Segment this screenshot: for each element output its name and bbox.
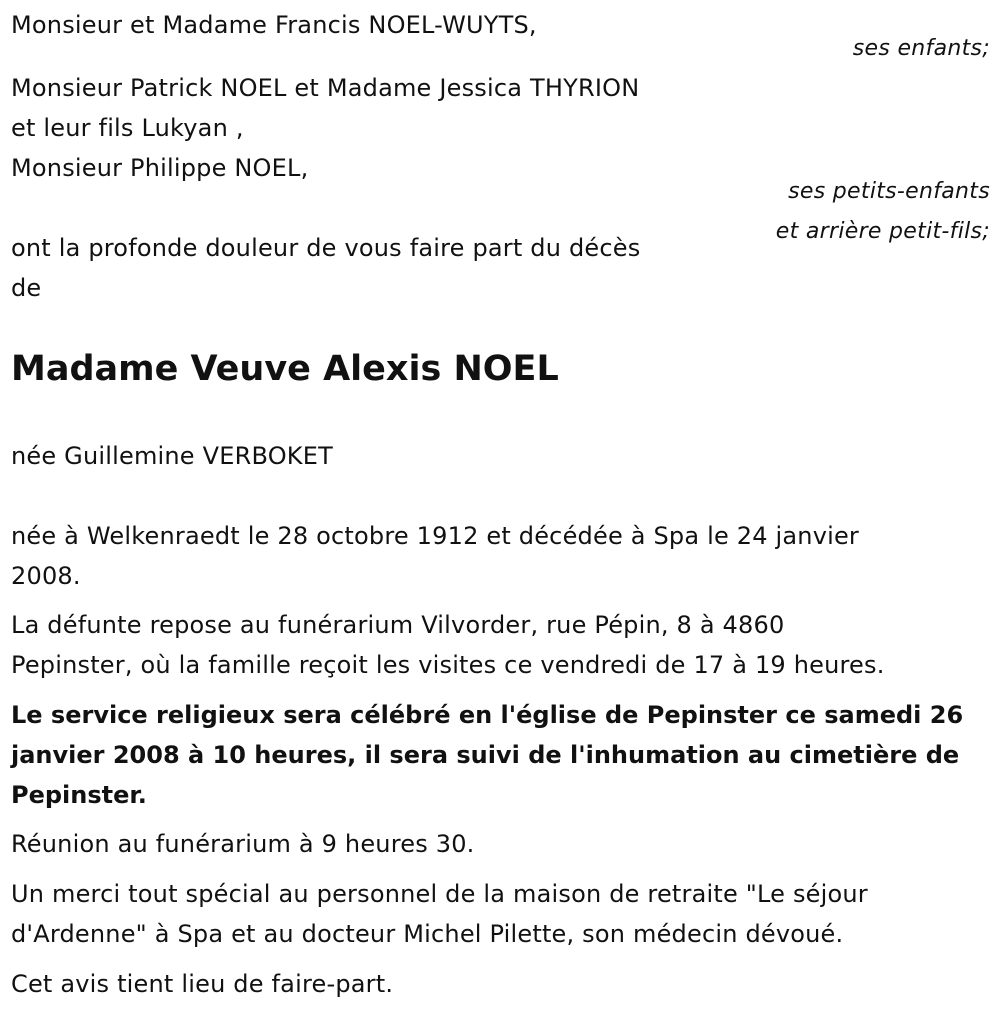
- repose-line-1: La défunte repose au funérarium Vilvorder, rue Pépin, 8 à 4860: [11, 611, 785, 639]
- service-line-2: janvier 2008 à 10 heures, il sera suivi de l'inhumation au cimetière de: [11, 741, 960, 769]
- maiden-name: née Guillemine VERBOKET: [11, 442, 333, 470]
- dates-line-1: née à Welkenraedt le 28 octobre 1912 et décédée à Spa le 24 janvier: [11, 522, 859, 550]
- grandchildren-line-1: Monsieur Patrick NOEL et Madame Jessica THYRION: [11, 74, 640, 102]
- closing-line: Cet avis tient lieu de faire-part.: [11, 970, 394, 998]
- thanks-line-1: Un merci tout spécial au personnel de la maison de retraite "Le séjour: [11, 880, 868, 908]
- grandchildren-role-2: et arrière petit-fils;: [775, 219, 990, 244]
- dates-line-2: 2008.: [11, 562, 81, 590]
- grandchildren-line-3: Monsieur Philippe NOEL,: [11, 154, 309, 182]
- service-line-3: Pepinster.: [11, 781, 147, 809]
- children-line: Monsieur et Madame Francis NOEL-WUYTS,: [11, 11, 537, 39]
- grandchildren-role-1: ses petits-enfants: [788, 179, 990, 204]
- deceased-name: Madame Veuve Alexis NOEL: [11, 349, 559, 389]
- repose-line-2: Pepinster, où la famille reçoit les visites ce vendredi de 17 à 19 heures.: [11, 651, 885, 679]
- announcement-line-2: de: [11, 274, 42, 302]
- meeting-line: Réunion au funérarium à 9 heures 30.: [11, 830, 475, 858]
- announcement-line-1: ont la profonde douleur de vous faire part du décès: [11, 234, 641, 262]
- thanks-line-2: d'Ardenne" à Spa et au docteur Michel Pilette, son médecin dévoué.: [11, 920, 844, 948]
- grandchildren-line-2: et leur fils Lukyan ,: [11, 114, 244, 142]
- service-line-1: Le service religieux sera célébré en l'église de Pepinster ce samedi 26: [11, 701, 964, 729]
- children-role: ses enfants;: [852, 36, 990, 61]
